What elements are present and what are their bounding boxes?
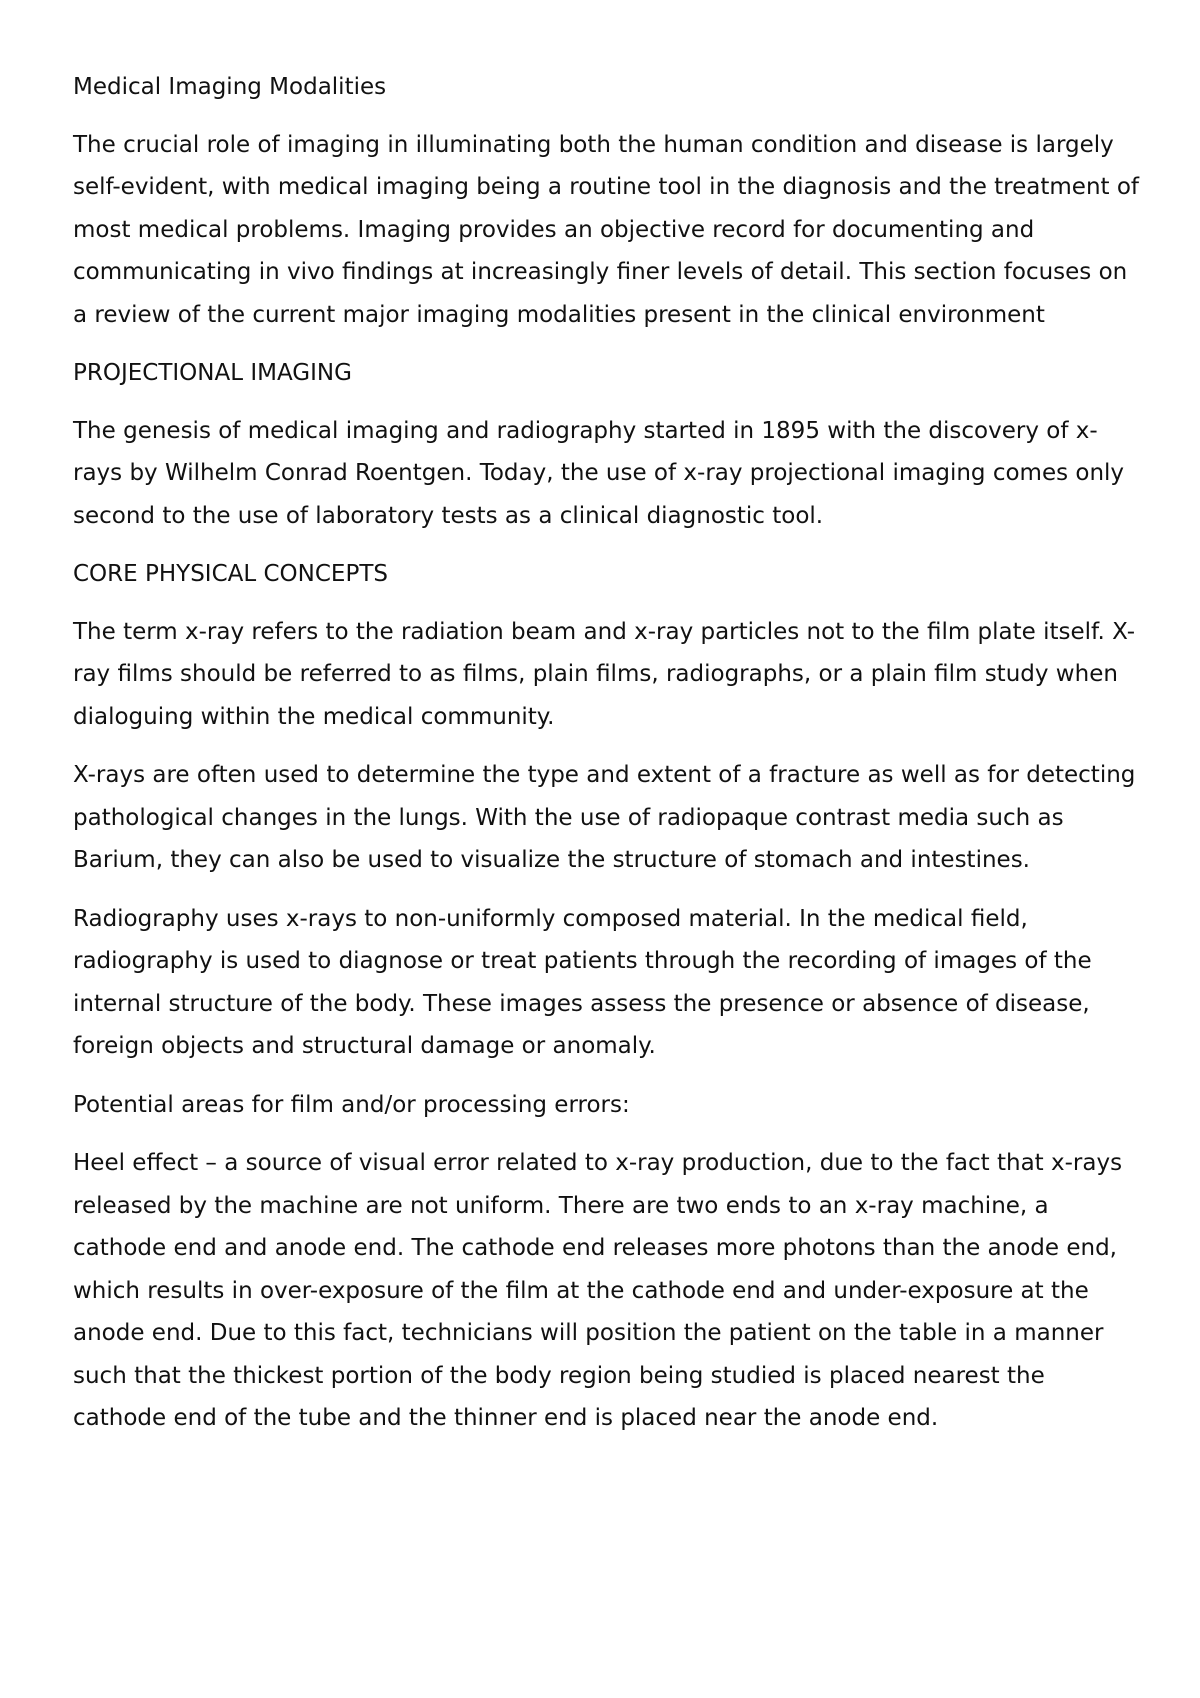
paragraph-xray-term: The term x-ray refers to the radiation beam and x-ray particles not to the film plate itself. X-ray films should be referred to as films, plain films, radiographs, or a plain film study when dialoguing within the medical community. bbox=[73, 618, 1136, 730]
section-heading-core-physical-concepts: CORE PHYSICAL CONCEPTS bbox=[73, 561, 388, 587]
paragraph-genesis: The genesis of medical imaging and radiography started in 1895 with the discovery of x-rays by Wilhelm Conrad Roentgen. Today, the use of x-ray projectional imaging comes only second to the use of laboratory tests as a clinical diagnostic tool. bbox=[73, 417, 1125, 529]
document-page bbox=[73, 66, 1143, 1456]
document-title: Medical Imaging Modalities bbox=[73, 74, 387, 100]
section-heading-projectional-imaging: PROJECTIONAL IMAGING bbox=[73, 360, 352, 386]
paragraph-potential-errors: Potential areas for film and/or processing errors: bbox=[73, 1091, 630, 1118]
paragraph-radiography: Radiography uses x-rays to non-uniformly composed material. In the medical field, radiography is used to diagnose or treat patients through the recording of images of the internal structure of the body. These images assess the presence or absence of disease, foreign objects and structural damage or anomaly. bbox=[73, 905, 1092, 1059]
paragraph-heel-effect: Heel effect – a source of visual error related to x-ray production, due to the fact that x-rays released by the machine are not uniform. There are two ends to an x-ray machine, a cathode end and anode end. The cathode end releases more photons than the anode end, which results in over-exposure of the film at the cathode end and under-exposure at the anode end. Due to this fact, technicians will position the patient on the table in a manner such that the thickest portion of the body region being studied is placed nearest the cathode end of the tube and the thinner end is placed near the anode end. bbox=[73, 1150, 1123, 1431]
intro-paragraph: The crucial role of imaging in illuminating both the human condition and disease is largely self-evident, with medical imaging being a routine tool in the diagnosis and the treatment of most medical problems. Imaging provides an objective record for documenting and communicating in vivo findings at increasingly finer levels of detail. This section focuses on a review of the current major imaging modalities present in the clinical environment bbox=[73, 131, 1140, 328]
paragraph-xray-uses: X-rays are often used to determine the type and extent of a fracture as well as for detecting pathological changes in the lungs. With the use of radiopaque contrast media such as Barium, they can also be used to visualize the structure of stomach and intestines. bbox=[73, 762, 1136, 873]
